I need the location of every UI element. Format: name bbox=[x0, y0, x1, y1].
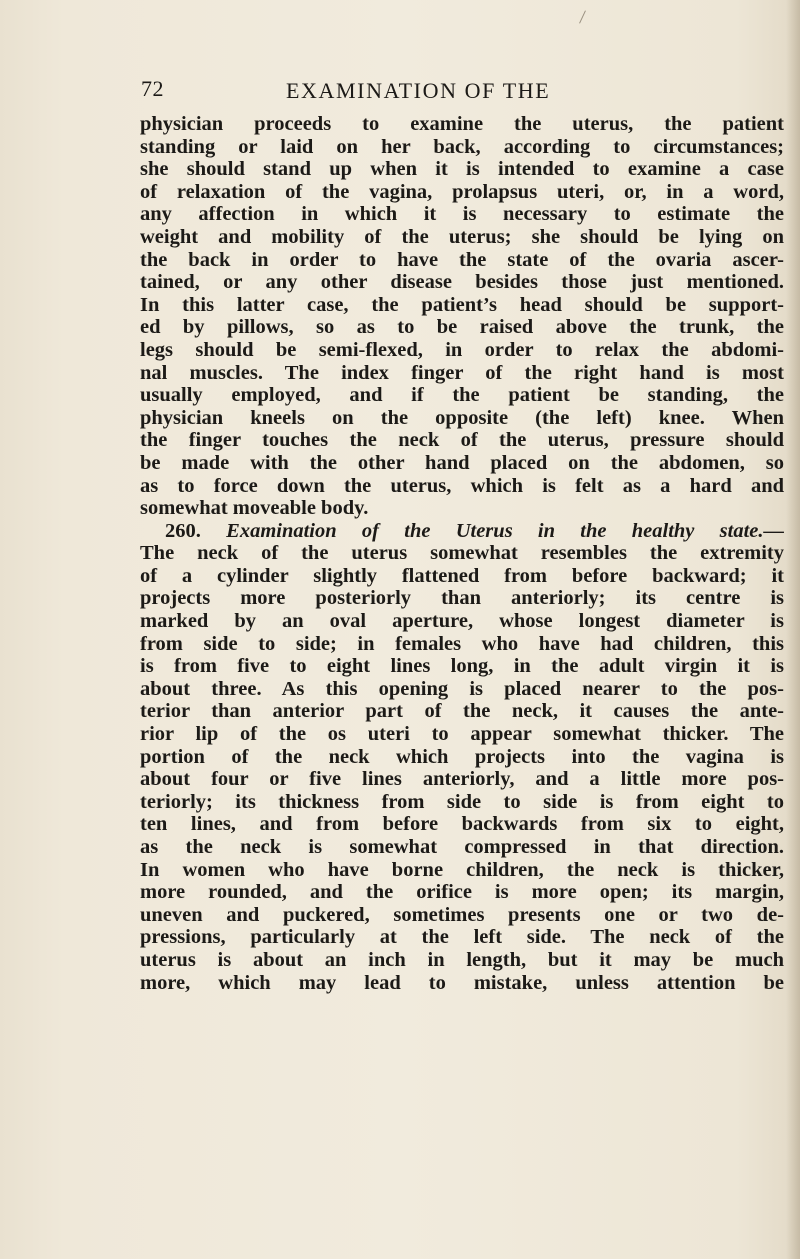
text-line: weight and mobility of the uterus; she should be lying on bbox=[140, 225, 784, 248]
text-line: In this latter case, the patient’s head should be support- bbox=[140, 293, 784, 316]
text-line: teriorly; its thickness from side to side is from eight to bbox=[140, 790, 784, 813]
text-line: ten lines, and from before backwards from six to eight, bbox=[140, 813, 784, 836]
text-line: terior than anterior part of the neck, it causes the ante- bbox=[140, 700, 784, 723]
running-head: EXAMINATION OF THE bbox=[286, 78, 551, 103]
text-line: marked by an oval aperture, whose longest diameter is bbox=[140, 610, 784, 633]
body-text bbox=[140, 113, 784, 994]
text-line: of relaxation of the vagina, prolapsus uteri, or, in a word, bbox=[140, 180, 784, 203]
text-line: the finger touches the neck of the uterus, pressure should bbox=[140, 429, 784, 452]
text-line: the back in order to have the state of the ovaria ascer- bbox=[140, 248, 784, 271]
section-number: 260. bbox=[165, 519, 201, 542]
section-heading-line bbox=[140, 520, 784, 543]
text-line: usually employed, and if the patient be standing, the bbox=[140, 384, 784, 407]
text-line: legs should be semi-flexed, in order to relax the abdomi- bbox=[140, 338, 784, 361]
section-title: Examination of the Uterus in the healthy state.— bbox=[226, 519, 784, 542]
text-line: rior lip of the os uteri to appear somewhat thicker. The bbox=[140, 723, 784, 746]
text-line: The neck of the uterus somewhat resembles the extremity bbox=[140, 542, 784, 565]
text-line: portion of the neck which projects into the vagina is bbox=[140, 745, 784, 768]
text-line: be made with the other hand placed on the abdomen, so bbox=[140, 451, 784, 474]
text-line: tained, or any other disease besides those just mentioned. bbox=[140, 271, 784, 294]
text-line: somewhat moveable body. bbox=[140, 497, 369, 520]
text-line: any affection in which it is necessary to estimate the bbox=[140, 203, 784, 226]
text-line: physician proceeds to examine the uterus, the patient bbox=[140, 113, 784, 135]
page-edge-shadow bbox=[786, 0, 800, 1259]
text-line: more rounded, and the orifice is more open; its margin, bbox=[140, 881, 784, 904]
text-line: about three. As this opening is placed nearer to the pos- bbox=[140, 677, 784, 700]
text-line: of a cylinder slightly flattened from before backward; it bbox=[140, 564, 784, 587]
text-line: as to force down the uterus, which is felt as a hard and bbox=[140, 474, 784, 497]
text-line: about four or five lines anteriorly, and a little more pos- bbox=[140, 768, 784, 791]
page-mark bbox=[579, 10, 586, 23]
text-line: uneven and puckered, sometimes presents one or two de- bbox=[140, 903, 784, 926]
page-number: 72 bbox=[141, 76, 164, 101]
text-line: she should stand up when it is intended to examine a case bbox=[140, 158, 784, 181]
text-line: from side to side; in females who have had children, this bbox=[140, 632, 784, 655]
text-line: ed by pillows, so as to be raised above the trunk, the bbox=[140, 316, 784, 339]
text-line: is from five to eight lines long, in the adult virgin it is bbox=[140, 655, 784, 678]
text-line: nal muscles. The index finger of the right hand is most bbox=[140, 361, 784, 384]
text-line: uterus is about an inch in length, but it may be much bbox=[140, 948, 784, 971]
text-line: In women who have borne children, the neck is thicker, bbox=[140, 858, 784, 881]
text-line: projects more posteriorly than anteriorly; its centre is bbox=[140, 587, 784, 610]
text-line: more, which may lead to mistake, unless attention be bbox=[140, 971, 784, 994]
text-line: standing or laid on her back, according to circumstances; bbox=[140, 135, 784, 158]
text-line: pressions, particularly at the left side. The neck of the bbox=[140, 926, 784, 949]
text-line: physician kneels on the opposite (the left) knee. When bbox=[140, 406, 784, 429]
text-line: as the neck is somewhat compressed in that direction. bbox=[140, 836, 784, 858]
